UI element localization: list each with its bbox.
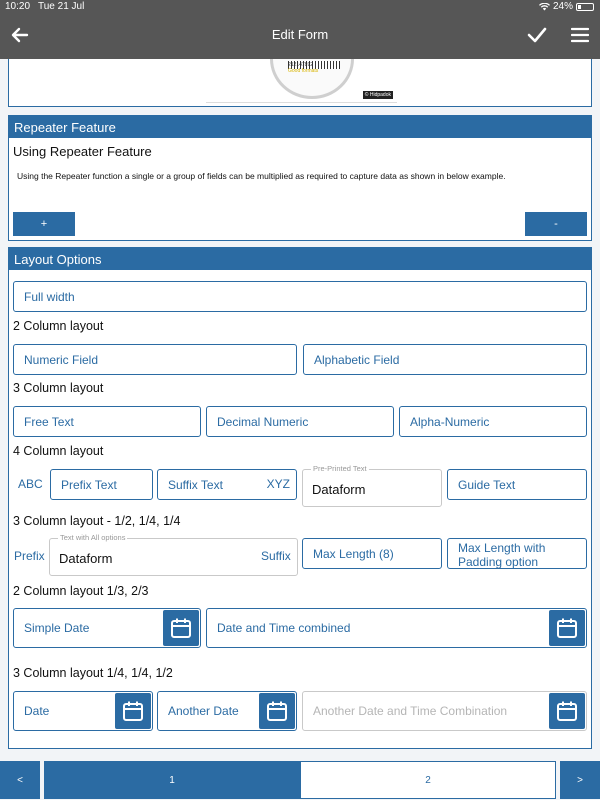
prefix-abc: ABC xyxy=(18,477,43,491)
date-time-combined-label: Date and Time combined xyxy=(217,621,351,635)
three-column-quarter-title: 3 Column layout 1/4, 1/4, 1/2 xyxy=(13,666,173,680)
suffix-text-field[interactable] xyxy=(157,469,297,500)
preprinted-text-value: Dataform xyxy=(312,482,366,497)
free-text-label: Free Text xyxy=(24,415,74,429)
pager-page-2[interactable]: 2 xyxy=(300,761,556,799)
full-width-field[interactable] xyxy=(13,281,587,312)
alphabetic-field-label: Alphabetic Field xyxy=(314,353,400,367)
max-length-padding-field[interactable] xyxy=(447,538,587,569)
pager-prev-button[interactable]: < xyxy=(0,761,40,799)
status-bar xyxy=(0,0,600,14)
wifi-icon xyxy=(539,3,550,11)
barcode-number: 212147892 xyxy=(288,62,314,68)
status-time: 10:20 xyxy=(5,1,31,12)
full-width-label: Full width xyxy=(24,290,75,304)
simple-date-label: Simple Date xyxy=(24,621,90,635)
numeric-field[interactable] xyxy=(13,344,297,375)
calendar-icon xyxy=(266,700,288,722)
image-preview-panel xyxy=(8,59,592,107)
repeater-description: Using the Repeater function a single or a group of fields can be multiplied as required to capture data as shown in below example. xyxy=(17,171,506,181)
simple-date-field[interactable] xyxy=(13,608,201,648)
repeater-remove-button[interactable]: - xyxy=(525,212,587,236)
decimal-numeric-field[interactable] xyxy=(206,406,394,437)
prefix-label: Prefix xyxy=(14,549,45,563)
repeater-add-button[interactable]: + xyxy=(13,212,75,236)
layout-options-panel xyxy=(8,247,592,749)
another-date-time-placeholder: Another Date and Time Combination xyxy=(313,704,508,718)
image-badge: © Hidpadok xyxy=(364,92,391,98)
all-options-label: Text with All options xyxy=(60,533,126,542)
calendar-icon xyxy=(556,700,578,722)
pager-next-button[interactable]: > xyxy=(560,761,600,799)
calendar-icon xyxy=(170,617,192,639)
two-column-third-title: 2 Column layout 1/3, 2/3 xyxy=(13,584,149,598)
all-options-value: Dataform xyxy=(59,551,113,566)
layout-header: Layout Options xyxy=(9,248,591,270)
status-right xyxy=(539,1,594,12)
three-column-title: 3 Column layout xyxy=(13,381,104,395)
repeater-header: Repeater Feature xyxy=(9,116,591,138)
another-date-label: Another Date xyxy=(168,704,239,718)
calendar-icon xyxy=(122,700,144,722)
simple-date-calendar-button[interactable] xyxy=(163,610,199,646)
hamburger-menu-icon[interactable] xyxy=(571,26,589,44)
page-title: Edit Form xyxy=(271,27,329,42)
another-date-calendar-button[interactable] xyxy=(259,693,295,729)
alpha-numeric-field[interactable] xyxy=(399,406,587,437)
max-length-label: Max Length (8) xyxy=(313,547,394,561)
prefix-text-label: Prefix Text xyxy=(61,478,117,492)
date-calendar-button[interactable] xyxy=(115,693,151,729)
guide-text-field[interactable] xyxy=(447,469,587,500)
checkmark-icon[interactable] xyxy=(527,25,547,45)
date-time-calendar-button[interactable] xyxy=(549,610,585,646)
numeric-field-label: Numeric Field xyxy=(24,353,99,367)
preprinted-text-field[interactable] xyxy=(302,464,442,507)
date-label: Date xyxy=(24,704,50,718)
calendar-icon xyxy=(556,617,578,639)
two-column-title: 2 Column layout xyxy=(13,319,104,333)
preprinted-text-label: Pre-Printed Text xyxy=(313,464,367,473)
four-column-title: 4 Column layout xyxy=(13,444,104,458)
another-date-time-calendar-button[interactable] xyxy=(549,693,585,729)
app-header xyxy=(0,14,600,59)
decimal-numeric-label: Decimal Numeric xyxy=(217,415,309,429)
pager xyxy=(0,761,600,800)
alphabetic-field[interactable] xyxy=(303,344,587,375)
battery-percent: 24% xyxy=(552,1,573,12)
alpha-numeric-label: Alpha-Numeric xyxy=(410,415,490,429)
repeater-subtitle: Using Repeater Feature xyxy=(13,144,152,159)
date-time-combined-field[interactable] xyxy=(206,608,587,648)
prefix-text-field[interactable] xyxy=(50,469,153,500)
pager-page-1[interactable]: 1 xyxy=(44,761,300,799)
repeater-panel xyxy=(8,115,592,241)
three-column-split-title: 3 Column layout - 1/2, 1/4, 1/4 xyxy=(13,514,181,528)
image-preview xyxy=(206,59,397,103)
guide-text-label: Guide Text xyxy=(458,478,516,492)
barcode-tag: Good formats xyxy=(288,68,319,74)
suffix-text-label: Suffix Text xyxy=(168,478,223,492)
suffix-xyz: XYZ xyxy=(266,477,290,491)
suffix-label: Suffix xyxy=(261,549,291,563)
max-length-padding-label: Max Length with Padding option xyxy=(458,541,546,569)
another-date-field[interactable] xyxy=(157,691,297,731)
battery-icon xyxy=(576,3,594,11)
date-field[interactable] xyxy=(13,691,153,731)
free-text-field[interactable] xyxy=(13,406,201,437)
another-date-time-field[interactable] xyxy=(302,691,587,731)
max-length-field[interactable] xyxy=(302,538,442,569)
status-date: Tue 21 Jul xyxy=(38,1,85,12)
